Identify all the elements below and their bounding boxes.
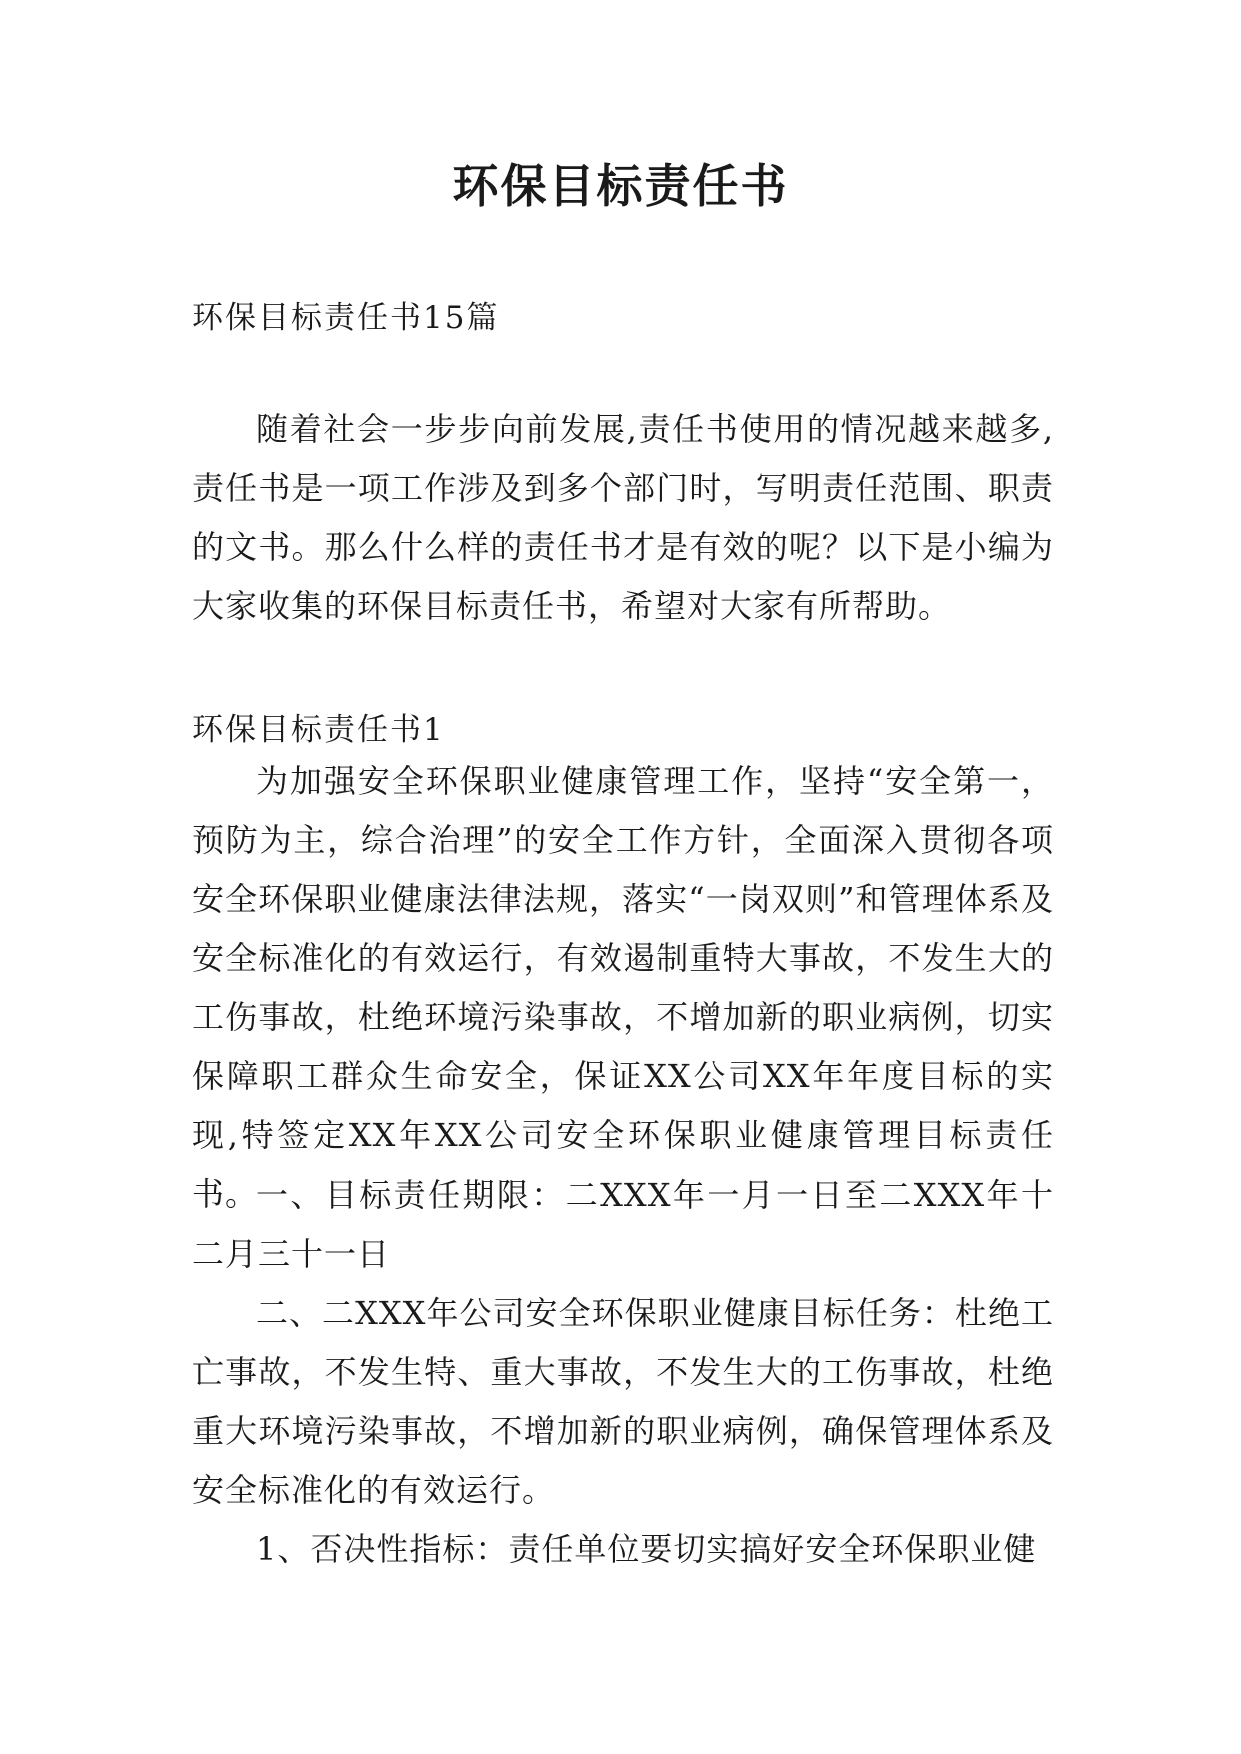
body-paragraph: 一、目标责任期限：二XXX年一月一日至二XXX年十二月三十一日 [192, 1176, 1054, 1273]
document-title: 环保目标责任书 [452, 159, 789, 213]
body-paragraph: 二、二XXX年公司安全环保职业健康目标任务：杜绝工亡事故，不发生特、重大事故，不发生大的工伤事故，杜绝重大环境污染事故，不增加新的职业病例，确保管理体系及安全标准化的有效运行。 [192, 1294, 1054, 1509]
intro-paragraph: 随着社会一步步向前发展,责任书使用的情况越来越多,责任书是一项工作涉及到多个部门时，写明责任范围、职责的文书。那么什么样的责任书才是有效的呢？以下是小编为大家收集的环保目标责任书，希望对大家有所帮助。 [192, 410, 1054, 625]
document-subtitle: 环保目标责任书15篇 [192, 300, 500, 336]
body-paragraph: 1、否决性指标：责任单位要切实搞好安全环保职业健 [256, 1530, 1037, 1568]
body-paragraph: 为加强安全环保职业健康管理工作，坚持“安全第一，预防为主，综合治理”的安全工作方针，全面深入贯彻各项安全环保职业健康法律法规，落实“一岗双则”和管理体系及安全标准化的有效运行，有效遏制重特大事故，不发生大的工伤事故，杜绝环境污染事故，不增加新的职业病例，切实保障职工群众生命安全，保证XX公司XX年年度目标的实现,特签定XX年XX公司安全环保职业健康管理目标责任书。 [192, 762, 1054, 1213]
section-heading: 环保目标责任书1 [192, 712, 445, 748]
